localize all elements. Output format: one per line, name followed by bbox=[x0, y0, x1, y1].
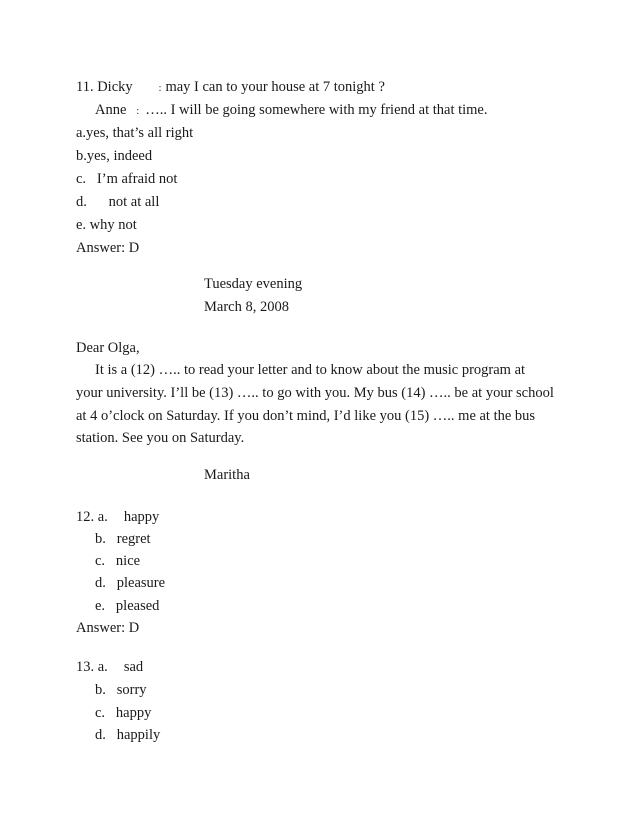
q12-option: b. regret bbox=[95, 531, 151, 547]
q11-speaker-anne: Anne bbox=[95, 102, 127, 118]
letter-body-line: station. See you on Saturday. bbox=[76, 430, 245, 446]
letter-date: March 8, 2008 bbox=[204, 299, 289, 315]
q13-option: d. happily bbox=[95, 727, 161, 743]
q11-separator: : bbox=[136, 106, 140, 117]
letter-body-line: It is a (12) ….. to read your letter and to know about the music program at bbox=[95, 362, 526, 378]
letter-signature: Maritha bbox=[204, 467, 250, 483]
q11-question-line bbox=[76, 78, 385, 98]
q11-question-text: may I can to your house at 7 tonight ? bbox=[165, 79, 385, 95]
q11-separator: : bbox=[158, 83, 162, 94]
q11-option: b.yes, indeed bbox=[76, 148, 153, 164]
q12-label: 12. a. bbox=[76, 509, 108, 525]
q11-reply-text: ….. I will be going somewhere with my friend at that time. bbox=[145, 102, 488, 118]
q11-speaker-dicky: 11. Dicky bbox=[76, 79, 133, 95]
letter-body-line: your university. I’ll be (13) ….. to go with you. My bus (14) ….. be at your school bbox=[76, 385, 554, 401]
q13-first-line bbox=[76, 658, 143, 676]
q12-option: e. pleased bbox=[95, 598, 160, 614]
q11-option: c. I’m afraid not bbox=[76, 171, 178, 187]
q12-option: d. pleasure bbox=[95, 575, 166, 591]
q12-answer: Answer: D bbox=[76, 620, 140, 636]
q13-label: 13. a. bbox=[76, 659, 108, 675]
q12-option: c. nice bbox=[95, 553, 141, 569]
q13-option-a: sad bbox=[123, 659, 144, 675]
q12-option-a: happy bbox=[123, 509, 160, 525]
letter-day: Tuesday evening bbox=[204, 276, 303, 292]
q11-option: e. why not bbox=[76, 217, 137, 233]
q13-option: c. happy bbox=[95, 705, 152, 721]
q11-option: a.yes, that’s all right bbox=[76, 125, 194, 141]
q11-answer: Answer: D bbox=[76, 240, 140, 256]
q13-option: b. sorry bbox=[95, 682, 147, 698]
letter-body-line: at 4 o’clock on Saturday. If you don’t mind, I’d like you (15) ….. me at the bus bbox=[76, 408, 536, 424]
q11-reply-line bbox=[95, 101, 488, 121]
letter-salutation: Dear Olga, bbox=[76, 340, 140, 356]
q12-first-line bbox=[76, 508, 159, 526]
q11-option: d. not at all bbox=[76, 194, 160, 210]
